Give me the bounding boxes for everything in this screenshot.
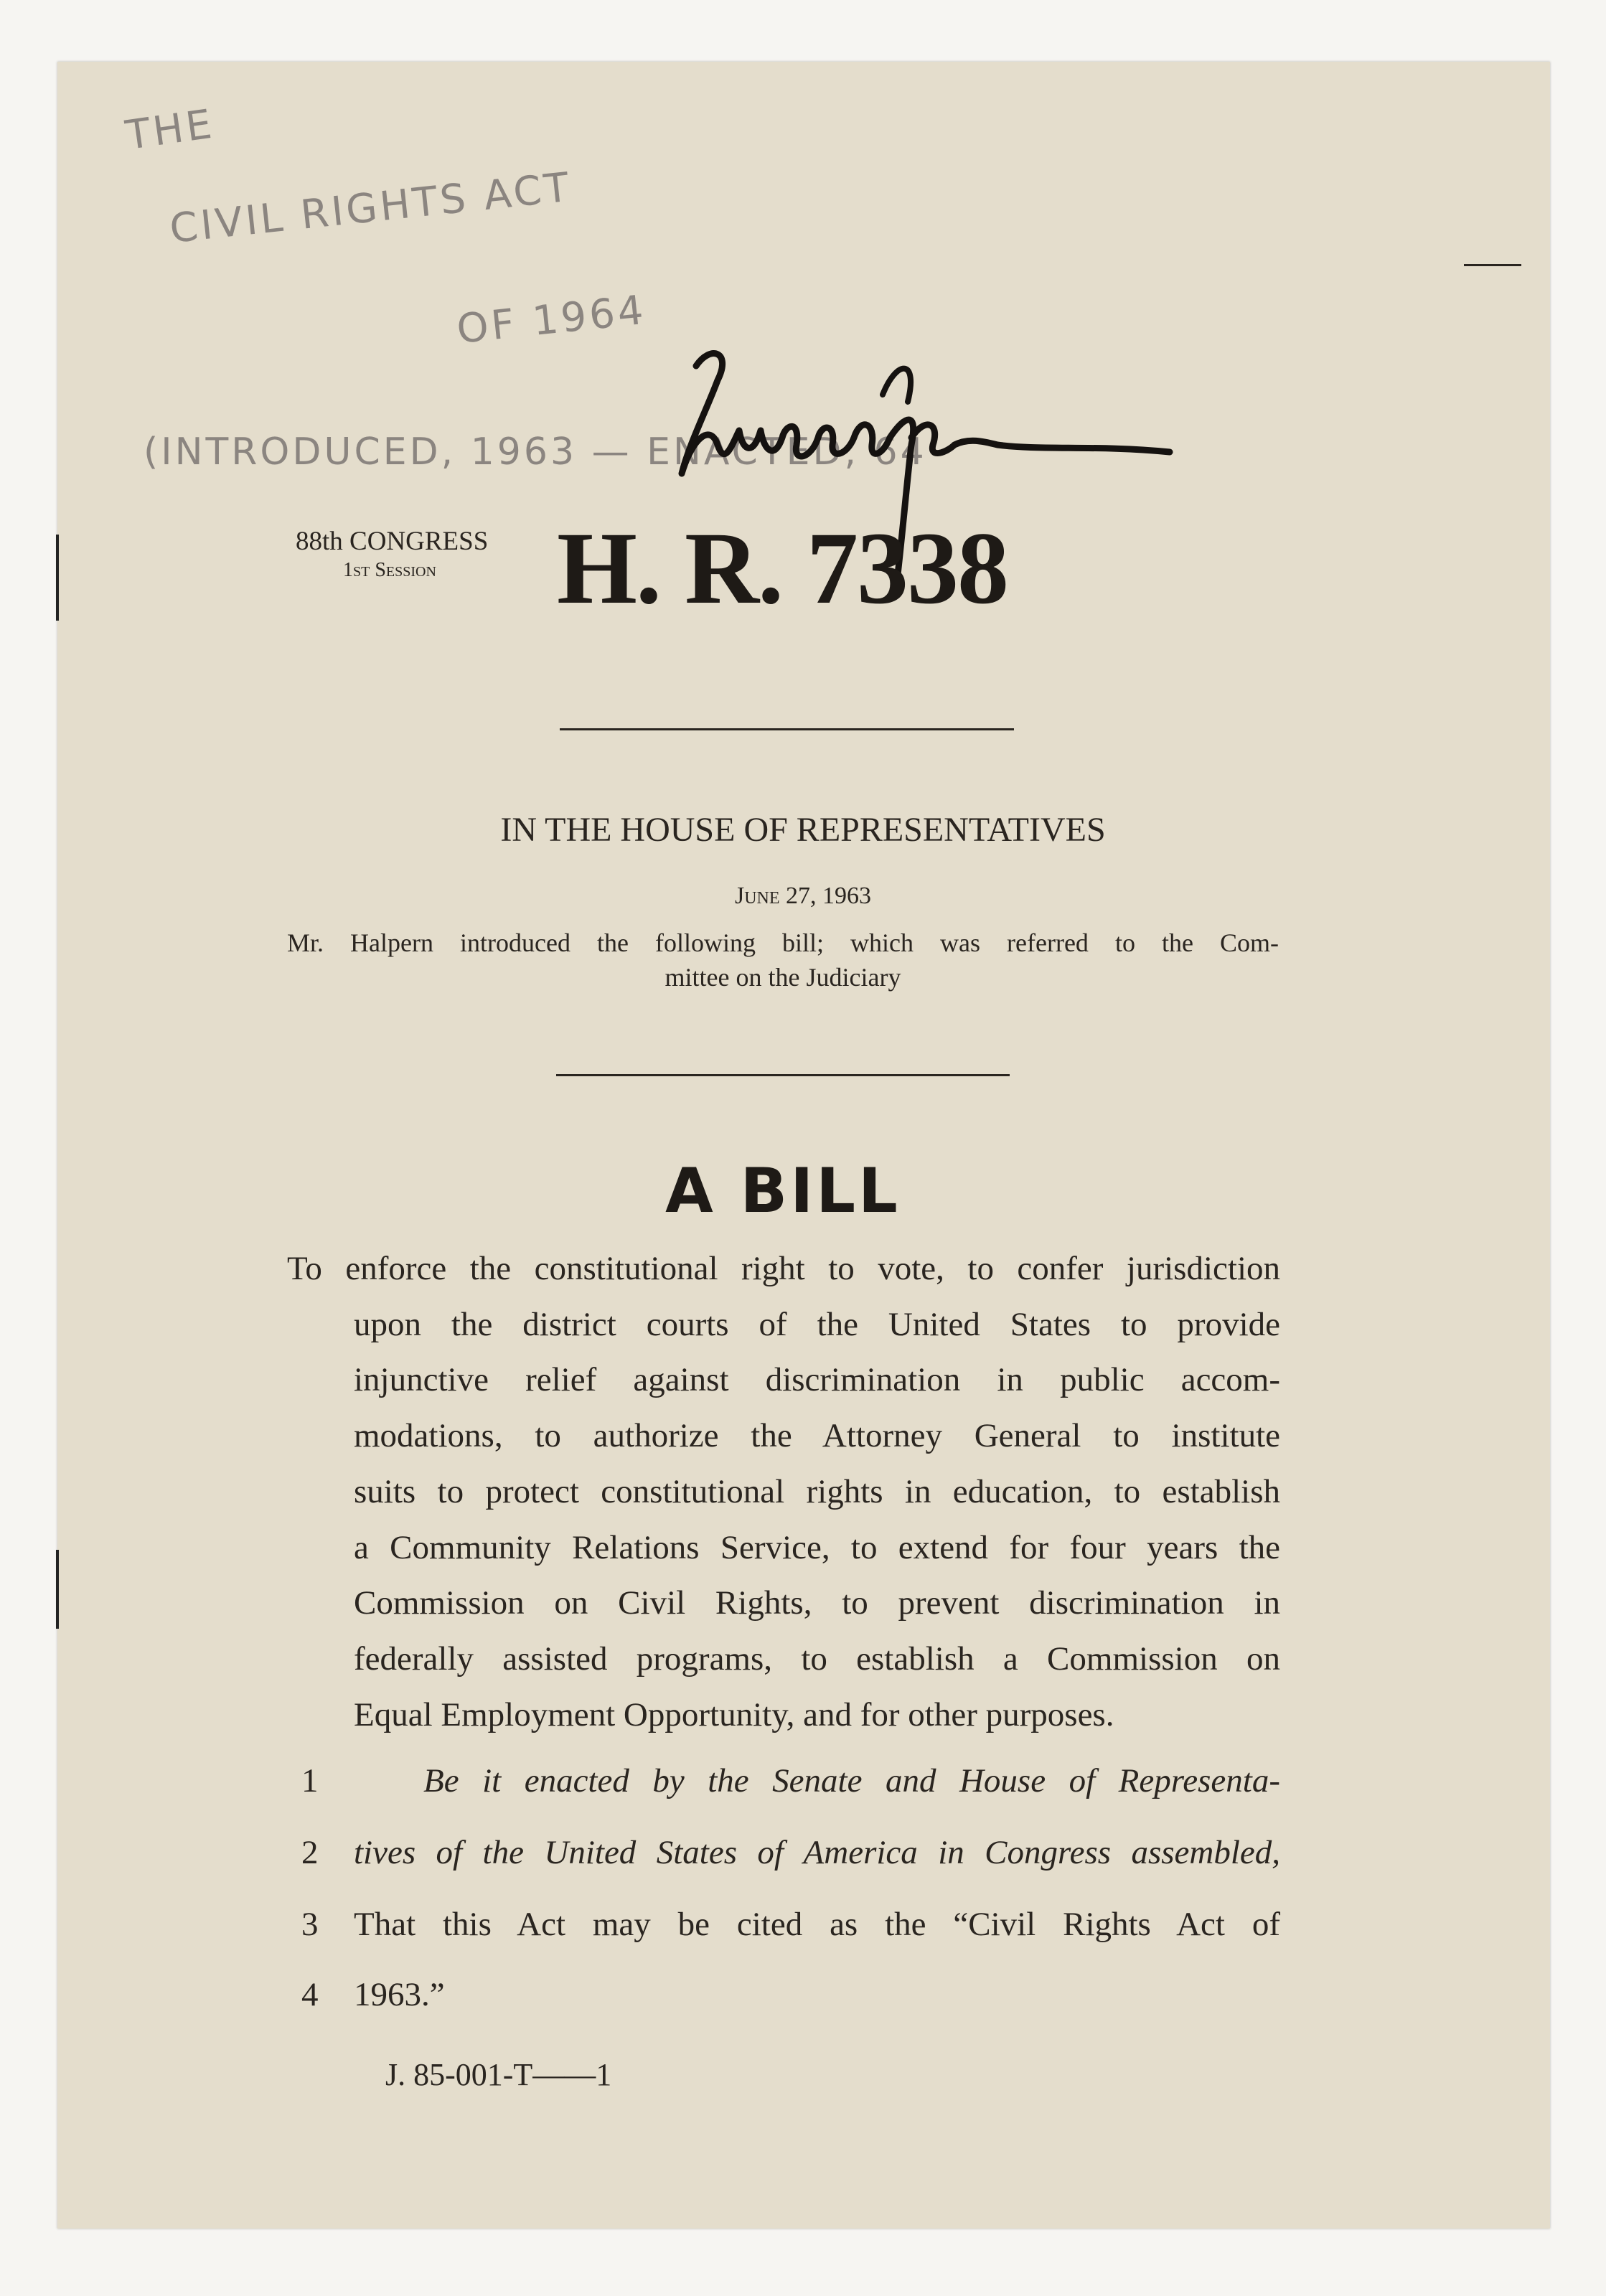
numbered-line: [301, 1905, 1280, 1948]
binding-staple-mark: [56, 535, 59, 621]
purpose-line: suits to protect constitutional rights in education, to establish: [354, 1472, 1280, 1510]
line-text: tives of the United States of America in Congress assembled,: [354, 1834, 1280, 1871]
divider: [560, 728, 1014, 730]
pencil-annotation: (INTRODUCED, 1963 — ENACTED, 64: [144, 430, 927, 474]
purpose-line: injunctive relief against discrimination in public accom-: [354, 1361, 1280, 1399]
divider: [556, 1074, 1010, 1076]
purpose-line: Commission on Civil Rights, to prevent discrimination in: [354, 1584, 1280, 1622]
introduction-statement: [287, 926, 1279, 994]
pencil-annotation: OF 1964: [454, 286, 649, 353]
introduction-line: Mr. Halpern introduced the following bill; which was referred to the Com-: [287, 928, 1279, 957]
line-text: 1963.”: [354, 1976, 445, 2013]
line-number: 1: [301, 1762, 319, 1799]
numbered-line: [301, 1761, 1280, 1805]
purpose-line: modations, to authorize the Attorney General to institute: [354, 1417, 1280, 1455]
chamber-heading: IN THE HOUSE OF REPRESENTATIVES: [500, 811, 1106, 849]
line-text: Be it enacted by the Senate and House of Representa-: [423, 1762, 1280, 1799]
pencil-annotation: THE: [123, 100, 217, 159]
line-number: 4: [301, 1976, 319, 2013]
pencil-annotation: CIVIL RIGHTS ACT: [167, 164, 574, 253]
line-number: 3: [301, 1906, 319, 1943]
numbered-line: [301, 1833, 1280, 1876]
bill-number: H. R. 7338: [557, 512, 1008, 626]
purpose-line: federally assisted programs, to establish a Commission on: [354, 1639, 1280, 1678]
purpose-line: To enforce the constitutional right to vote, to confer jurisdiction: [287, 1250, 1280, 1287]
print-code: J. 85-001-T——1: [385, 2057, 612, 2092]
purpose-line: a Community Relations Service, to extend for four years the: [354, 1528, 1280, 1566]
introduction-line: mittee on the Judiciary: [665, 963, 901, 992]
purpose-line: Equal Employment Opportunity, and for other purposes.: [354, 1695, 1114, 1733]
line-text: That this Act may be cited as the “Civil Rights Act of: [354, 1906, 1280, 1943]
bill-purpose: [287, 1241, 1280, 1743]
binding-staple-mark: [56, 1550, 59, 1629]
introduction-date: June 27, 1963: [734, 883, 872, 909]
line-number: 2: [301, 1834, 319, 1871]
congress-label: 88th CONGRESS: [296, 527, 489, 556]
edge-mark: [1464, 264, 1521, 266]
numbered-line: [301, 1975, 1280, 2018]
session-label: 1st Session: [343, 559, 436, 581]
purpose-line: upon the district courts of the United States to provide: [354, 1305, 1280, 1343]
bill-title: A BILL: [665, 1155, 901, 1227]
